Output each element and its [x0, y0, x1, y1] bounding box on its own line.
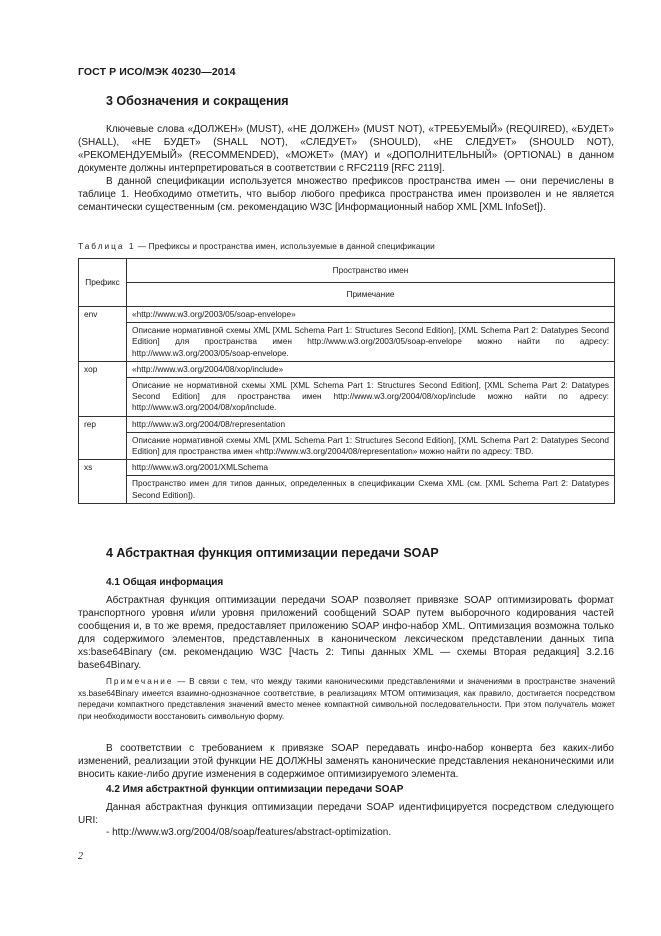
section-4-1-paragraph-text: Абстрактная функция оптимизации передачи SOAP позволяет привязке SOAP оптимизировать формат транспортного уровня и/или уровня приложений сообщений SOAP путем выборочного кодирования частей сообщения и, в то же время, предоставляет приложению SOAP инфо-набор XML. Оптимизация возможна только для содержимого элементов, представленных в каноническом лексическом представлении данных типа xs:base64Binary (см. рекомендацию W3C [Часть 2: Типы данных XML — схемы Вторая редакция] 3.2.16 base64Binary. [78, 595, 614, 671]
row-note: Описание нормативной схемы XML [XML Schema Part 1: Structures Second Edition], [XML Schema Part 2: Datatypes Second Edition] для пространства имен «http://www.w3.org/2004/08/representation» можно найти по адресу: TBD. [127, 432, 615, 459]
row-prefix: rep [79, 416, 127, 460]
page-number: 2 [78, 851, 83, 862]
section-3-paragraph-1-text: Ключевые слова «ДОЛЖЕН» (MUST), «НЕ ДОЛЖЕН» (MUST NOT), «ТРЕБУЕМЫЙ» (REQUIRED), «БУДЕТ» (SHALL), «НЕ БУДЕТ» (SHALL NOT), «СЛЕДУЕТ» (SHOULD), «НЕ СЛЕДУЕТ» (SHOULD NOT), «РЕКОМЕНДУЕМЫЙ» (RECOMMENDED), «МОЖЕТ» (MAY) и «ДОПОЛНИТЕЛЬНЫЙ» (OPTIONAL) в данном документе должны интерпретироваться в соответствии с RFC2119 [RFC 2119]. [78, 124, 614, 174]
table-caption [78, 241, 435, 251]
row-prefix: xop [79, 361, 127, 416]
section-3-paragraph-2-text: В данной спецификации используется множество префиксов пространства имен — они перечислены в таблице 1. Необходимо отметить, что выбор любого префикса пространства имен произволен и не является семантически существенным (см. рекомендацию W3C [Информационный набор XML [XML InfoSet]). [78, 176, 614, 213]
section-4-2-heading: 4.2 Имя абстрактной функции оптимизации передачи SOAP [106, 784, 404, 795]
section-3-paragraph-2 [78, 175, 614, 214]
row-namespace: http://www.w3.org/2004/08/representation [127, 416, 615, 432]
table-row-note [79, 323, 615, 362]
section-4-1-paragraph [78, 594, 614, 672]
table-row [79, 460, 615, 476]
section-4-1-heading: 4.1 Общая информация [106, 577, 224, 588]
note-label: Примечание [106, 677, 174, 686]
header-namespace: Пространство имен [127, 259, 615, 283]
row-note: Пространство имен для типов данных, определенных в спецификации Схема XML (см. [XML Schema Part 2: Datatypes Second Edition]). [127, 476, 615, 503]
table-caption-text: — Префиксы и пространства имен, используемые в данной спецификации [135, 241, 435, 251]
standard-header: ГОСТ Р ИСО/МЭК 40230—2014 [78, 66, 236, 78]
row-namespace: «http://www.w3.org/2004/08/xop/include» [127, 361, 615, 377]
uri-list-item: - http://www.w3.org/2004/08/soap/features/abstract-optimization. [106, 827, 392, 838]
section-3-paragraph-1 [78, 123, 614, 175]
table-row [79, 307, 615, 323]
table-caption-label: Таблица 1 [78, 241, 136, 251]
section-4-2-paragraph-text: Данная абстрактная функция оптимизации передачи SOAP идентифицируется посредством следующего URI: [78, 802, 614, 826]
row-prefix: xs [79, 460, 127, 504]
section-3-heading: 3 Обозначения и сокращения [106, 94, 289, 108]
note-block [78, 676, 615, 722]
section-4-1-paragraph-2 [78, 742, 614, 781]
section-4-heading: 4 Абстрактная функция оптимизации передачи SOAP [106, 546, 439, 560]
prefix-table [78, 258, 615, 504]
row-namespace: «http://www.w3.org/2003/05/soap-envelope» [127, 307, 615, 323]
section-4-1-paragraph-2-text: В соответствии с требованием к привязке SOAP передавать инфо-набор конверта без каких-либо изменений, реализации этой функции НЕ ДОЛЖНЫ заменять канонические представления неканоническими или вносить какие-либо другие изменения в содержимое оптимизируемого элемента. [78, 743, 614, 780]
header-prefix: Префикс [79, 259, 127, 307]
row-note: Описание нормативной схемы XML [XML Schema Part 1: Structures Second Edition], [XML Schema Part 2: Datatypes Second Edition] для пространства имен http://www.w3.org/2003/05/soap-envelope можно найти по адресу: http://www.w3.org/2003/05/soap-envelope. [127, 323, 615, 362]
note-text: — В связи с тем, что между такими каноническими представлениями и значениями в пространстве значений xs.base64Binary имеется взаимно-однозначное соответствие, в реализациях MTOM оптимизация, как правило, достигается посредством передачи компактного представления значений вместо менее компактной символьной последовательности. При этом получатель может при необходимости восстановить символьную форму. [78, 677, 615, 721]
row-prefix: env [79, 307, 127, 362]
table-row-note [79, 432, 615, 459]
table-row [79, 416, 615, 432]
section-4-2-paragraph [78, 801, 614, 827]
table-row [79, 361, 615, 377]
table-row-note [79, 476, 615, 503]
row-note: Описание не нормативной схемы XML [XML Schema Part 1: Structures Second Edition], [XML Schema Part 2: Datatypes Second Edition] для пространства имен http://www.w3.org/2004/08/xop/include можно найти по адресу: http://www.w3.org/2004/08/xop/include. [127, 378, 615, 417]
header-note: Примечание [127, 283, 615, 307]
table-row-note [79, 378, 615, 417]
row-namespace: http://www.w3.org/2001/XMLSchema [127, 460, 615, 476]
